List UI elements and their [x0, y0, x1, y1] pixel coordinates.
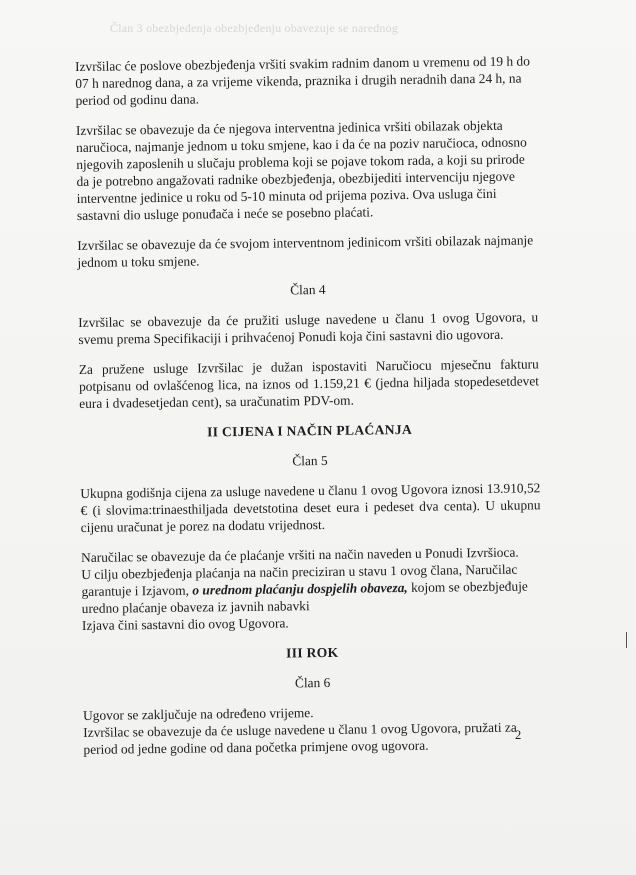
document-body — [75, 52, 544, 771]
payment-line-2b: kojom se obezbjeđuje uredno plaćanje obaveza iz javnih nabavki — [81, 578, 528, 616]
term-line-1: Ugovor se zaključuje na određeno vrijeme. — [82, 705, 314, 723]
payment-emphasis: o urednom plaćanju dospjelih obaveza, — [192, 579, 408, 598]
article-5-title: Član 5 — [292, 452, 328, 469]
page-number: 2 — [515, 728, 522, 742]
paragraph-intervention-unit: Izvršilac se obavezuje da će njegova interventna jedinica vršiti obilazak objekta naručioca, najmanje jednom u toku smjene, kao i da će na poziv naručioca, odnosno njegovih zaposlenih u slučaju problema koji se pojave tokom rada, a koji su prirode da je potrebno angažovati radnike obezbjeđenja, obezbijediti intervenciju njegove interventne jedinice u roku od 5-10 minuta od prijema poziva. Ova usluga čini sastavni dio usluge ponuđača i neće se posebno plaćati. — [75, 117, 527, 223]
paragraph-monthly-invoice: Za pružene usluge Izvršilac je dužan ispostaviti Naručiocu mjesečnu fakturu potpisanu od ovlašćenog lica, na iznos od 1.159,21 € (jedna hiljada stopedesetdevet eura i dvadesetjedan cent), sa uračunatim PDV-om. — [78, 356, 540, 411]
payment-line-2a: U cilju obezbjeđenja plaćanja na način preciziran u stavu 1 ovog člana, Naručilac garantuje i Izjavom, — [81, 561, 518, 599]
paragraph-term — [83, 701, 544, 758]
paragraph-services: Izvršilac se obavezuje da će pružiti usluge navedene u članu 1 ovog Ugovora, u svemu prema Specifikaciji i prihvaćenoj Ponudi koja čini sastavni dio ugovora. — [78, 309, 539, 347]
scan-edge-mark — [626, 632, 627, 648]
section-term-heading: III ROK — [286, 644, 339, 661]
term-line-2: Izvršilac se obavezuje da će usluge navedene u članu 1 ovog Ugovora, pružati za period od jedne godine od dana početka primjene ovog ugovora. — [83, 719, 517, 757]
paragraph-payment — [81, 543, 542, 634]
article-6-title: Član 6 — [294, 674, 331, 691]
section-price-heading: II CIJENA I NAČIN PLAĆANJA — [207, 421, 413, 440]
payment-line-1: Naručilac se obavezuje da će plaćanje vršiti na način naveden u Ponudi Izvršioca. — [81, 544, 519, 565]
article-4-title: Član 4 — [290, 281, 326, 298]
paragraph-annual-price: Ukupna godišnja cijena za usluge navedene u članu 1 ovog Ugovora iznosi 13.910,52 € (i slovima:trinaesthiljada devetstotina deset eura i pedeset dva centa). U ukupnu cijenu uračunat je porez na dodatu vrijednost. — [80, 480, 541, 535]
paragraph-work-hours: Izvršilac će poslove obezbjeđenja vršiti svakim radnim danom u vremenu od 19 h do 07 h narednog dana, a za vrijeme vikenda, praznika i drugih neradnih dana 24 h, na period od godinu dana. — [75, 53, 530, 108]
bleed-through-text: Član 3 obezbjeđenja obezbjeđenju obavezuje se narednog — [110, 21, 399, 35]
paragraph-patrol: Izvršilac se obavezuje da će svojom interventnom jedinicom vršiti obilazak najmanje jednom u toku smjene. — [77, 232, 534, 270]
payment-line-3: Izjava čini sastavni dio ovog Ugovora. — [81, 615, 289, 633]
